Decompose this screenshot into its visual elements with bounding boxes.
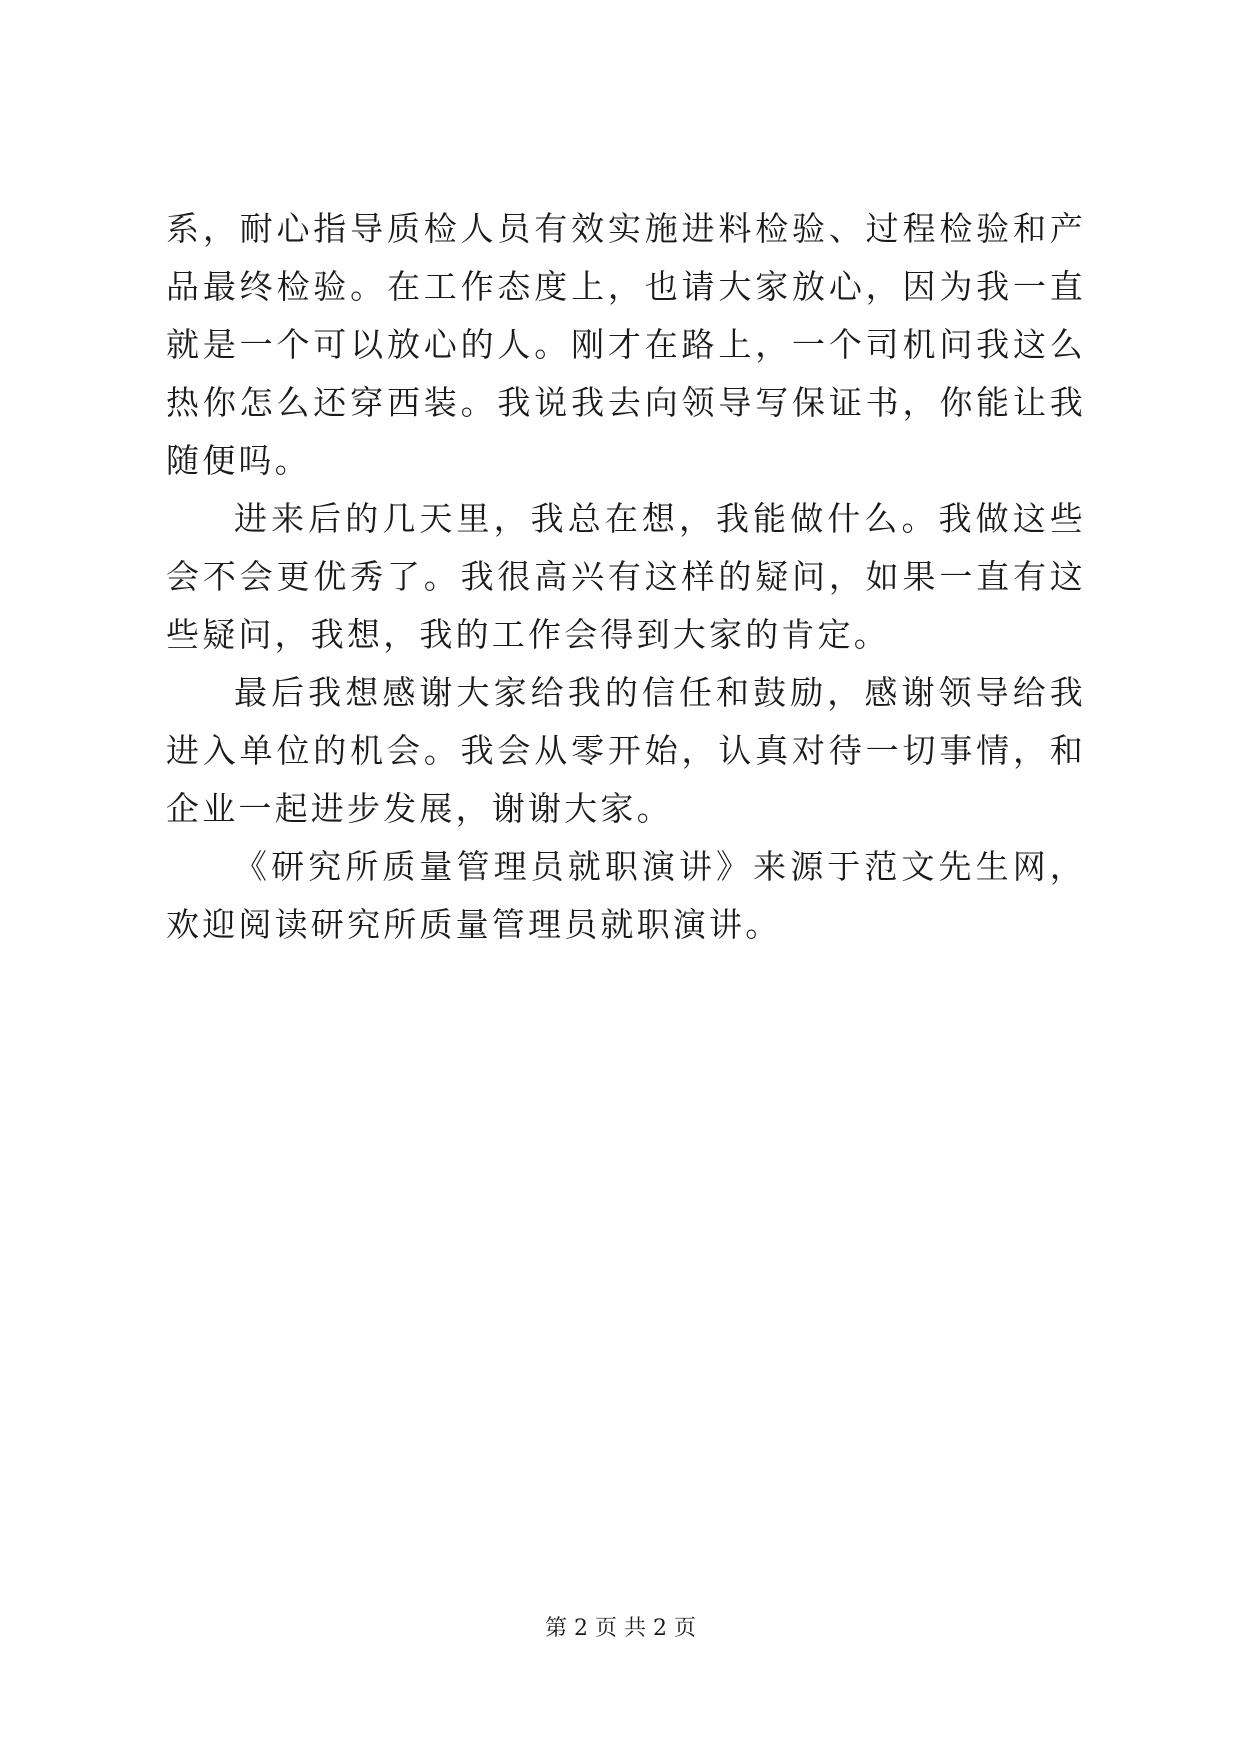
document-body [166,200,1086,954]
paragraph-continued: 系，耐心指导质检人员有效实施进料检验、过程检验和产品最终检验。在工作态度上，也请大家放心，因为我一直就是一个可以放心的人。刚才在路上，一个司机问我这么热你怎么还穿西装。我说我去向领导写保证书，你能让我随便吗。 [166,209,1086,480]
page-number-footer: 第 2 页 共 2 页 [545,1616,696,1641]
paragraph: 进来后的几天里，我总在想，我能做什么。我做这些会不会更优秀了。我很高兴有这样的疑问，如果一直有这些疑问，我想，我的工作会得到大家的肯定。 [166,499,1086,654]
paragraph: 《研究所质量管理员就职演讲》来源于范文先生网，欢迎阅读研究所质量管理员就职演讲。 [166,847,1086,944]
paragraph: 最后我想感谢大家给我的信任和鼓励，感谢领导给我进入单位的机会。我会从零开始，认真对待一切事情，和企业一起进步发展，谢谢大家。 [166,673,1086,828]
